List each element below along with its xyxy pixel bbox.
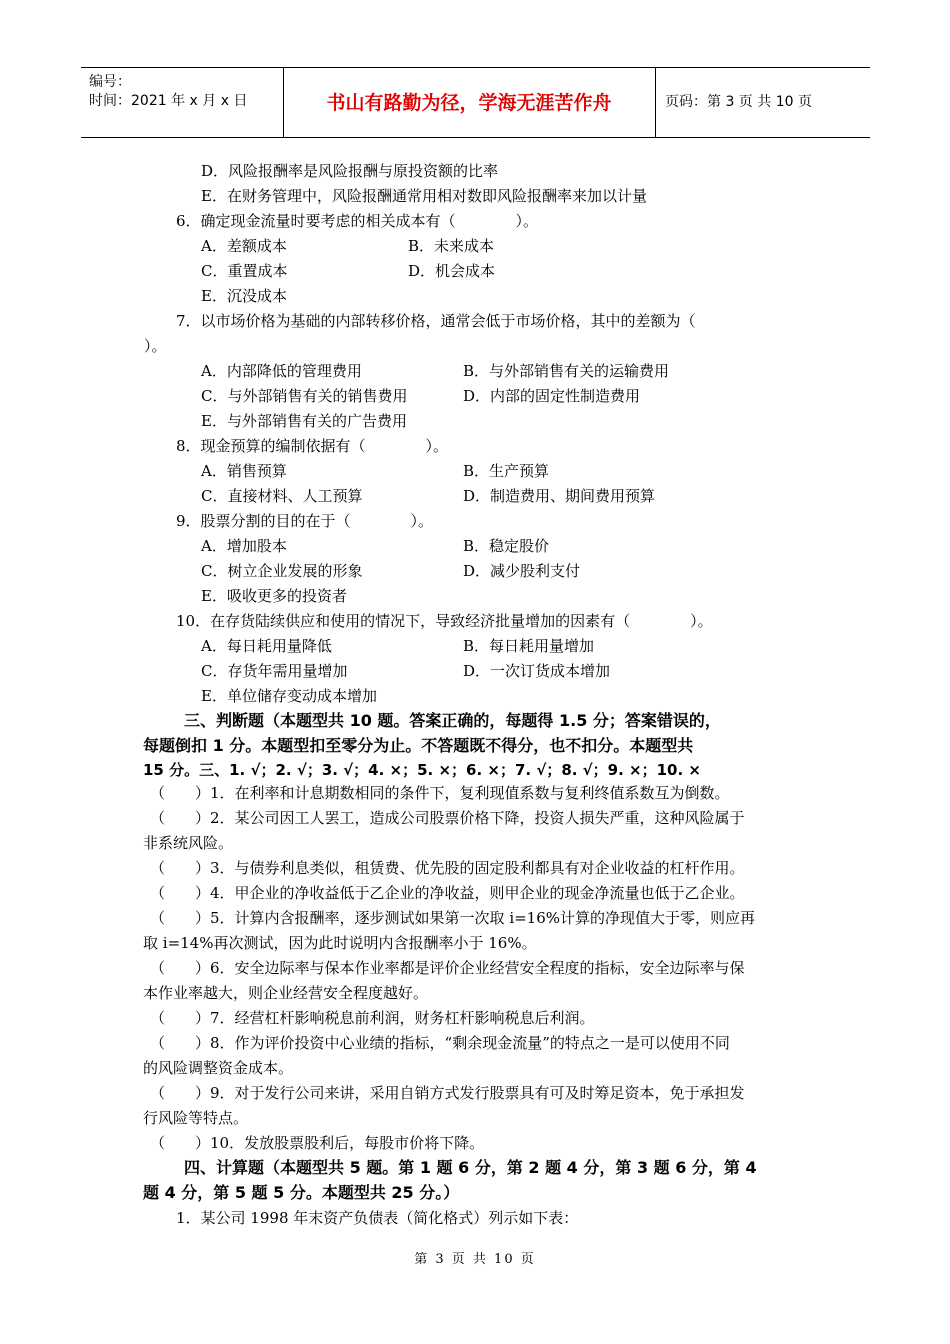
tf-question: （ ）6．安全边际率与保本作业率都是评价企业经营安全程度的指标，安全边际率与保 — [150, 959, 745, 977]
option-line: E．吸收更多的投资者 — [201, 587, 347, 605]
question-9: 9．股票分割的目的在于（ ）。 — [176, 512, 434, 530]
option-line: E．沉没成本 — [201, 287, 287, 305]
section-3-answers: 15 分。三、1. √；2. √；3. √；4. ×；5. ×；6. ×；7. √；8. √；9. ×；10. × — [143, 761, 701, 779]
question-7: 7．以市场价格为基础的内部转移价格，通常会低于市场价格，其中的差额为（ — [176, 312, 696, 330]
question-8: 8．现金预算的编制依据有（ ）。 — [176, 437, 449, 455]
option-line: B．生产预算 — [463, 462, 550, 480]
tf-question-cont: 行风险等特点。 — [143, 1109, 249, 1127]
tf-question-cont: 取 i=14%再次测试，因为此时说明内含报酬率小于 16%。 — [143, 934, 537, 952]
page-header — [81, 67, 870, 138]
tf-question: （ ）3．与债券利息类似，租赁费、优先股的固定股利都具有对企业收益的杠杆作用。 — [150, 859, 745, 877]
page-footer: 第 3 页 共 10 页 — [414, 1252, 536, 1267]
section-4-heading: 四、计算题（本题型共 5 题。第 1 题 6 分，第 2 题 4 分，第 3 题 6 分，第 4 — [184, 1158, 757, 1177]
option-line: E．单位储存变动成本增加 — [201, 687, 377, 705]
tf-question: （ ）7．经营杠杆影响税息前利润，财务杠杆影响税息后利润。 — [150, 1009, 595, 1027]
tf-question: （ ）5．计算内含报酬率，逐步测试如果第一次取 i=16%计算的净现值大于零，则应再 — [150, 909, 756, 927]
option-line: A．增加股本 — [201, 537, 287, 555]
question-7-cont: ）。 — [144, 337, 167, 355]
section-4-heading-cont: 题 4 分，第 5 题 5 分。本题型共 25 分。） — [143, 1183, 460, 1202]
tf-question-cont: 非系统风险。 — [143, 834, 234, 852]
option-line: B．每日耗用量增加 — [463, 637, 595, 655]
option-line: C．存货年需用量增加 — [201, 662, 348, 680]
option-line: D．内部的固定性制造费用 — [463, 387, 641, 405]
option-line: E．在财务管理中，风险报酬通常用相对数即风险报酬率来加以计量 — [201, 187, 647, 205]
section-3-heading-cont: 每题倒扣 1 分。本题型扣至零分为止。不答题既不得分，也不扣分。本题型共 — [143, 736, 694, 755]
question-10: 10．在存货陆续供应和使用的情况下，导致经济批量增加的因素有（ ）。 — [176, 612, 713, 630]
calc-question-1: 1．某公司 1998 年末资产负债表（简化格式）列示如下表： — [176, 1209, 579, 1227]
question-6: 6．确定现金流量时要考虑的相关成本有（ ）。 — [176, 212, 539, 230]
header-left — [89, 73, 247, 111]
tf-question: （ ）1．在利率和计息期数相同的条件下，复利现值系数与复利终值系数互为倒数。 — [150, 784, 730, 802]
date-label: 时间：2021 年 x 月 x 日 — [89, 93, 248, 109]
tf-question: （ ）4．甲企业的净收益低于乙企业的净收益，则甲企业的现金净流量也低于乙企业。 — [150, 884, 745, 902]
page-info: 页码：第 3 页 共 10 页 — [665, 94, 812, 110]
option-line: D．制造费用、期间费用预算 — [463, 487, 656, 505]
option-line: C．直接材料、人工预算 — [201, 487, 363, 505]
option-line: B．与外部销售有关的运输费用 — [463, 362, 670, 380]
option-line: B．稳定股价 — [463, 537, 550, 555]
header-motto: 书山有路勤为径，学海无涯苦作舟 — [326, 92, 612, 114]
option-line: A．内部降低的管理费用 — [201, 362, 362, 380]
option-line: D．减少股利支付 — [463, 562, 581, 580]
option-line: D．一次订货成本增加 — [463, 662, 611, 680]
tf-question-cont: 本作业率越大，则企业经营安全程度越好。 — [143, 984, 429, 1002]
number-label: 编号： — [89, 74, 131, 90]
tf-question: （ ）9．对于发行公司来讲，采用自销方式发行股票具有可及时筹足资本，免于承担发 — [150, 1084, 745, 1102]
tf-question: （ ）10．发放股票股利后，每股市价将下降。 — [150, 1134, 485, 1152]
option-line: A．每日耗用量降低 — [201, 637, 332, 655]
option-line: A．销售预算 — [201, 462, 287, 480]
option-line: E．与外部销售有关的广告费用 — [201, 412, 407, 430]
tf-question: （ ）8．作为评价投资中心业绩的指标，“剩余现金流量”的特点之一是可以使用不同 — [150, 1034, 730, 1052]
option-line: A．差额成本 — [201, 237, 287, 255]
option-line: D．机会成本 — [408, 262, 496, 280]
option-line: D．风险报酬率是风险报酬与原投资额的比率 — [201, 162, 499, 180]
header-divider — [655, 68, 656, 137]
option-line: C．与外部销售有关的销售费用 — [201, 387, 408, 405]
option-line: C．树立企业发展的形象 — [201, 562, 363, 580]
tf-question: （ ）2．某公司因工人罢工，造成公司股票价格下降，投资人损失严重，这种风险属于 — [150, 809, 745, 827]
tf-question-cont: 的风险调整资金成本。 — [143, 1059, 294, 1077]
option-line: C．重置成本 — [201, 262, 288, 280]
section-3-heading: 三、判断题（本题型共 10 题。答案正确的，每题得 1.5 分；答案错误的， — [184, 711, 721, 730]
option-line: B．未来成本 — [408, 237, 495, 255]
